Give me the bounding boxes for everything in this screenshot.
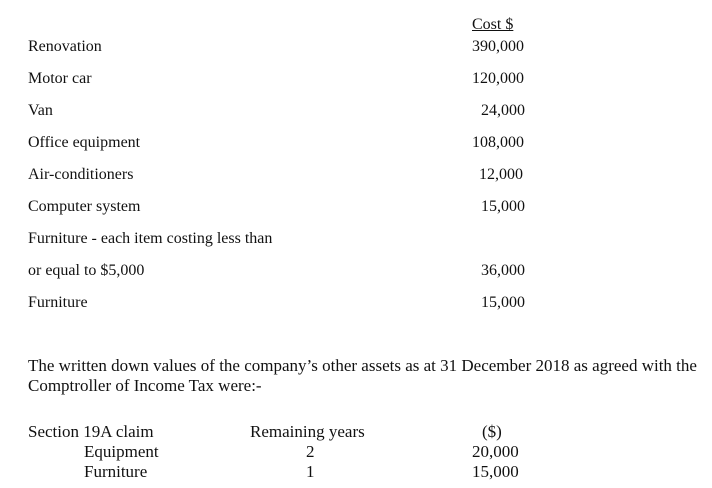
asset-label-computer-system: Computer system [28,198,141,215]
wdv-row-label-equipment: Equipment [84,442,159,461]
asset-cost-furniture: 15,000 [481,294,525,311]
asset-cost-office-equipment: 108,000 [472,134,524,151]
asset-cost-motor-car: 120,000 [472,70,524,87]
wdv-row-amount-furniture: 15,000 [472,462,519,481]
asset-label-furniture-small-items-line1: Furniture - each item costing less than [28,230,273,247]
asset-cost-renovation: 390,000 [472,38,524,55]
wdv-row-label-furniture: Furniture [84,462,148,481]
amount-header: ($) [482,422,502,441]
asset-label-air-conditioners: Air-conditioners [28,166,134,183]
asset-label-van: Van [28,102,53,119]
asset-label-office-equipment: Office equipment [28,134,141,151]
asset-label-furniture-small-items-line2: or equal to $5,000 [28,262,145,279]
asset-label-renovation: Renovation [28,38,102,55]
wdv-row-years-equipment: 2 [306,442,315,461]
asset-label-motor-car: Motor car [28,70,92,87]
cost-column-header: Cost $ [472,16,514,33]
asset-cost-van: 24,000 [481,102,525,119]
asset-cost-furniture-small-items: 36,000 [481,262,525,279]
asset-label-furniture: Furniture [28,294,88,311]
wdv-row-amount-equipment: 20,000 [472,442,519,461]
remaining-years-header: Remaining years [250,422,365,441]
asset-cost-air-conditioners: 12,000 [479,166,523,183]
wdv-intro-paragraph: The written down values of the company’s other assets as at 31 December 2018 as agreed with the Comptroller of Income Tax were:- [28,356,697,395]
section-19a-label: Section 19A claim [28,422,154,441]
wdv-row-years-furniture: 1 [306,462,315,481]
asset-cost-computer-system: 15,000 [481,198,525,215]
